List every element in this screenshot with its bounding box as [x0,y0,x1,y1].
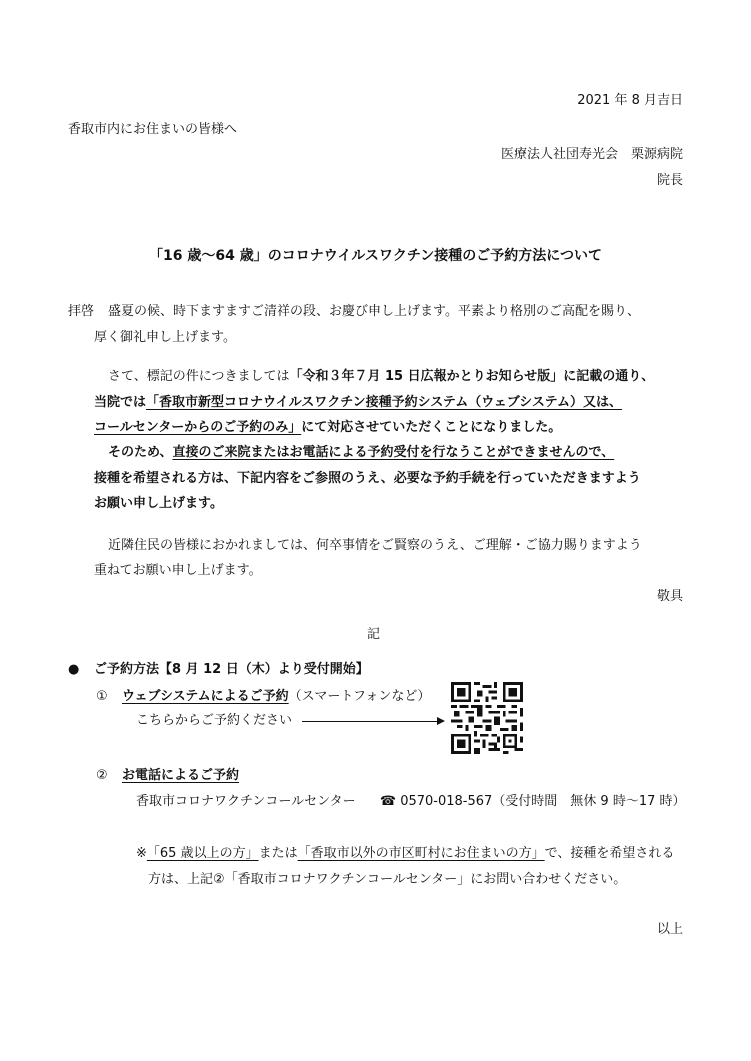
sender-organization: 医療法人社団寿光会 栗源病院 [500,147,683,162]
para2-line-1 [108,444,614,462]
bullet-icon: ● [68,662,80,677]
para2-line-2: 接種を希望される方は、下記内容をご参照のうえ、必要な予約手続を行っていただきますよう [94,471,641,486]
greeting-line-2: 厚く御礼申し上げます。 [94,330,236,345]
para1-line2-b: 「香取市新型コロナウイルスワクチン接種予約システム（ウェブシステム）又は、 [146,395,622,410]
item1-label: ウェブシステムによるご予約 [122,689,289,704]
para2-line1-b: 直接のご来院またはお電話による予約受付を行なうことができませんので、 [172,445,615,460]
para1-line2-a: 当院では [94,395,147,410]
note-line1-c: 「香取市以外の市区町村にお住まいの方」 [297,846,545,861]
para1-line-2 [94,394,622,412]
phone-number[interactable]: 0570-018-567（受付時間 無休 9 時～17 時） [400,794,686,809]
arrow-line [302,721,438,722]
para3-line-1: 近隣住民の皆様におかれましては、何卒事情をご賢察のうえ、ご理解・ご協力賜りますよう [108,538,642,553]
para1-line3-b: にて対応させていただくことになりました。 [301,420,562,435]
document-title: 「16 歳～64 歳」のコロナウイルスワクチン接種のご予約方法について [149,248,602,264]
phone-icon: ☎ [379,794,397,809]
closing-keigu: 敬具 [656,589,683,604]
item1-sub: こちらからご予約ください [136,713,293,728]
para1-line3-a: コールセンターからのご予約のみ」 [94,420,302,435]
call-center-line [136,793,686,811]
item2-number: ② [96,768,108,783]
note-line1-a: 「65 歳以上の方」 [146,846,259,861]
item1-note: （スマートフォンなど） [288,689,431,704]
sender-title: 院長 [656,173,683,188]
para3-line-2: 重ねてお願い申し上げます。 [94,563,262,578]
greeting-line-1: 盛夏の候、時下ますますご清祥の段、お慶び申し上げます。平素より格別のご高配を賜り、 [108,304,640,319]
document-date: 2021 年 8 月吉日 [577,93,683,108]
para1-line1-b: 「令和３年７月 15 日広報かとりお知らせ版」に記載の通り、 [289,369,655,384]
item2-label: お電話によるご予約 [122,768,240,783]
call-center-name: 香取市コロナワクチンコールセンター [136,794,356,809]
note-line-2: 方は、上記②「香取市コロナワクチンコールセンター」にお問い合わせください。 [148,872,627,887]
greeting-opening: 拝啓 [68,304,95,319]
para2-line-3: お願い申し上げます。 [94,496,223,511]
para1-line-1 [108,368,654,386]
para2-line1-a: そのため、 [108,445,173,460]
note-line1-b: または [258,846,298,861]
para1-line1-a: さて、標記の件につきましては [108,369,290,384]
qr-code-icon[interactable] [451,682,523,754]
addressee: 香取市内にお住まいの皆様へ [68,122,238,137]
note-line1-d: で、接種を希望される [544,846,675,861]
para1-line-3 [94,419,561,437]
arrow-right-icon [437,717,445,725]
item1-label-line [122,688,430,706]
note-line-1 [136,845,674,863]
item1-number: ① [96,689,108,704]
method-heading: ご予約方法【8 月 12 日（木）より受付開始】 [94,662,369,677]
end-mark: 以上 [656,922,683,937]
note-mark: ※ [136,846,147,861]
ki-mark: 記 [367,627,381,642]
